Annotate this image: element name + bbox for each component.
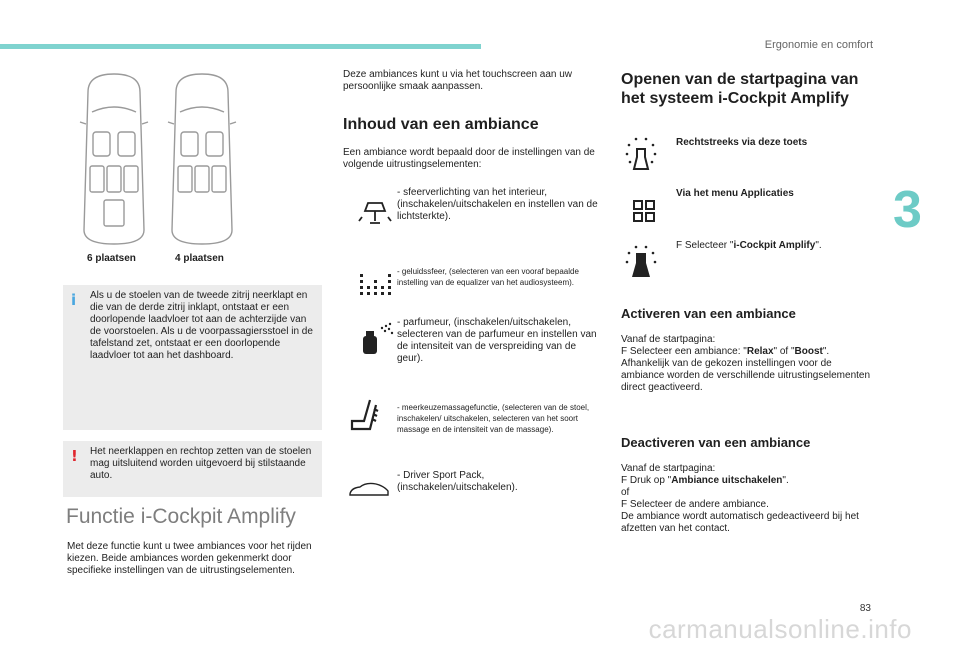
ambiance-item-perfume: - parfumeur, (inschakelen/uitschakelen, selecteren van de parfumeur en instellen van de intensiteit van de verspreiding van de geur). [397, 317, 597, 364]
ambiance-content-heading: Inhoud van een ambiance [343, 116, 539, 133]
ambiance-item-sound: - geluidssfeer, (selecteren van een vooraf bepaalde instelling van de equalizer van het audiosysteem). [397, 267, 579, 287]
activate-text: Vanaf de startpagina: F Selecteer een ambiance: "Relax" of "Boost". Afhankelijk van de gekozen instellingen voor de ambiance worden de verschillende uitrustingselementen direct geactiveerd. [621, 334, 871, 393]
ambiance-item-sportpack: - Driver Sport Pack, (inschakelen/uitschakelen). [397, 470, 518, 493]
warning-text: Het neerklappen en rechtop zetten van de stoelen mag uitsluitend worden uitgevoerd bij stilstaande auto. [90, 446, 312, 481]
warning-box [63, 441, 322, 497]
activate-heading: Activeren van een ambiance [621, 306, 796, 321]
amplify-app-icon [624, 245, 658, 279]
menu-label: Via het menu Applicaties [676, 188, 794, 199]
intro-text: Deze ambiances kunt u via het touchscreen aan uw persoonlijke smaak aanpassen. [343, 69, 573, 92]
watermark: carmanualsonline.info [648, 614, 912, 644]
info-box [63, 285, 322, 430]
ambiance-item-lighting: - sfeerverlichting van het interieur, (inschakelen/uitschakelen en instellen van de lichtsterkte). [397, 187, 598, 222]
applications-icon [632, 199, 656, 223]
chapter-number: 3 [893, 181, 922, 239]
info-text: Als u de stoelen van de tweede zitrij neerklapt en die van de derde zitrij inklapt, ontstaat er een doorlopende laadvloer tot aan de achterzijde van de voorstoelen. Als u de voorpassagiersstoel in de tafelstand zet, ontstaat er een doorlopende laadvloer tot aan het dashboard. [90, 290, 313, 361]
mood-lighting-icon [358, 197, 392, 231]
caption-4-seats: 4 plaatsen [175, 253, 224, 264]
car-4-seats [168, 74, 236, 244]
info-icon: i [71, 291, 77, 309]
ambiance-content-lead: Een ambiance wordt bepaald door de instellingen van de volgende uitrustingselementen: [343, 147, 595, 170]
equalizer-icon [358, 272, 392, 302]
function-text: Met deze functie kunt u twee ambiances voor het rijden kiezen. Beide ambiances worden gekenmerkt door specifieke instellingen van de uitrustingselementen. [67, 541, 312, 576]
open-home-heading: Openen van de startpagina van het systeem i-Cockpit Amplify [621, 71, 859, 107]
header-accent-bar [0, 44, 481, 49]
perfume-icon [360, 322, 394, 356]
massage-seat-icon [348, 397, 382, 433]
function-title: Functie i-Cockpit Amplify [66, 505, 296, 528]
seat-layout-diagram [78, 72, 248, 247]
direct-button-label: Rechtstreeks via deze toets [676, 137, 808, 148]
page-number: 83 [859, 603, 871, 614]
amplify-button-icon [624, 137, 658, 173]
deactivate-heading: Deactiveren van een ambiance [621, 435, 811, 450]
ambiance-item-massage: - meerkeuzemassagefunctie, (selecteren van de stoel, inschakelen/ uitschakelen, selecteren van het soort massage en de intensiteit van de massage). [397, 403, 590, 434]
car-6-seats [80, 74, 148, 244]
select-amplify-instruction: F Selecteer "i-Cockpit Amplify". [676, 240, 822, 251]
warning-icon: ! [71, 447, 78, 465]
car-icon [348, 480, 390, 500]
caption-6-seats: 6 plaatsen [87, 253, 136, 264]
deactivate-text: Vanaf de startpagina: F Druk op "Ambiance uitschakelen". of F Selecteer de andere ambiance. De ambiance wordt automatisch gedeactiveerd bij het afzetten van het contact. [621, 463, 859, 534]
section-title: Ergonomie en comfort [764, 39, 873, 51]
